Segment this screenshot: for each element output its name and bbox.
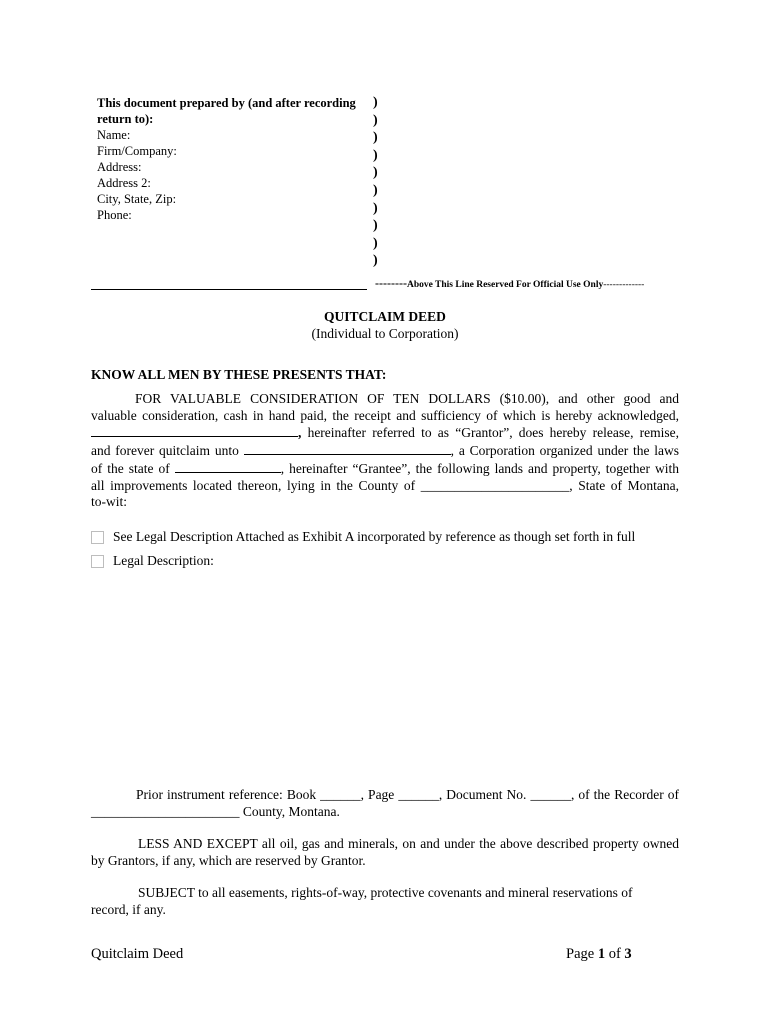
prepared-field-city-state-zip: City, State, Zip: <box>97 192 177 206</box>
less-except-line-2: by Grantors, if any, which are reserved by Grantor. <box>91 852 366 868</box>
subject-to-paragraph <box>91 885 679 918</box>
exhibit-option-label: See Legal Description Attached as Exhibit A incorporated by reference as though set forth in full <box>113 529 636 544</box>
prepared-field-name: Name: <box>97 128 131 142</box>
consideration-line-1: FOR VALUABLE CONSIDERATION OF TEN DOLLARS ($10.00), and other good and <box>135 391 679 406</box>
consideration-line-3: , hereinafter referred to as “Grantor”, does hereby release, remise, <box>91 424 679 442</box>
official-use-notice: --------Above This Line Reserved For Official Use Only------------- <box>375 276 645 290</box>
parenthesis-column: ) ) ) ) ) ) ) ) ) ) <box>373 95 378 269</box>
prior-instrument-line-1: Prior instrument reference: Book ______, Page ______, Document No. ______, of the Recorder of <box>136 787 679 802</box>
footer-document-name: Quitclaim Deed <box>91 946 184 962</box>
prior-instrument-line-2: ______________________ County, Montana. <box>91 803 340 819</box>
consideration-paragraph <box>91 391 679 511</box>
legal-description-label: Legal Description: <box>113 553 214 568</box>
prepared-field-address: Address: <box>97 160 142 174</box>
prior-instrument-paragraph <box>91 787 679 820</box>
consideration-line-4: and forever quitclaim unto , a Corporation organized under the laws <box>91 443 680 459</box>
prepared-by-block <box>97 95 367 223</box>
prepared-field-phone: Phone: <box>97 208 132 222</box>
subject-to-line-2: record, if any. <box>91 901 166 917</box>
consideration-line-7: to-wit: <box>91 494 127 510</box>
footer-page-number: Page 1 of 3 <box>566 946 632 962</box>
document-subtitle: (Individual to Corporation) <box>311 326 459 341</box>
less-except-line-1: LESS AND EXCEPT all oil, gas and minerals, on and under the above described property owned <box>138 836 679 851</box>
less-except-paragraph <box>91 836 679 869</box>
consideration-line-2: valuable consideration, cash in hand paid, the receipt and sufficiency of which is hereby acknowledged, <box>91 407 679 423</box>
grantee-name-blank[interactable] <box>244 442 451 455</box>
subject-to-line-1: SUBJECT to all easements, rights-of-way, protective covenants and mineral reservations of <box>138 885 633 900</box>
legal-description-row <box>91 553 214 569</box>
exhibit-option-row <box>91 529 635 545</box>
consideration-line-5: of the state of , hereinafter “Grantee”, the following lands and property, together with <box>91 460 679 476</box>
legal-description-checkbox[interactable] <box>91 555 104 568</box>
prepared-by-title: This document prepared by (and after recording return to): <box>97 96 356 126</box>
state-blank[interactable] <box>175 460 281 473</box>
prepared-field-firm: Firm/Company: <box>97 144 177 158</box>
recording-divider-line <box>91 289 367 290</box>
prepared-field-address2: Address 2: <box>97 176 151 190</box>
consideration-line-6: all improvements located thereon, lying in the County of ______________________, State of Montana, <box>91 477 680 493</box>
exhibit-checkbox[interactable] <box>91 531 104 544</box>
know-all-men-heading: KNOW ALL MEN BY THESE PRESENTS THAT: <box>91 367 387 382</box>
document-title: QUITCLAIM DEED <box>324 309 446 324</box>
county-blank[interactable]: ______________________ <box>420 477 570 493</box>
grantor-name-blank[interactable] <box>91 424 298 437</box>
